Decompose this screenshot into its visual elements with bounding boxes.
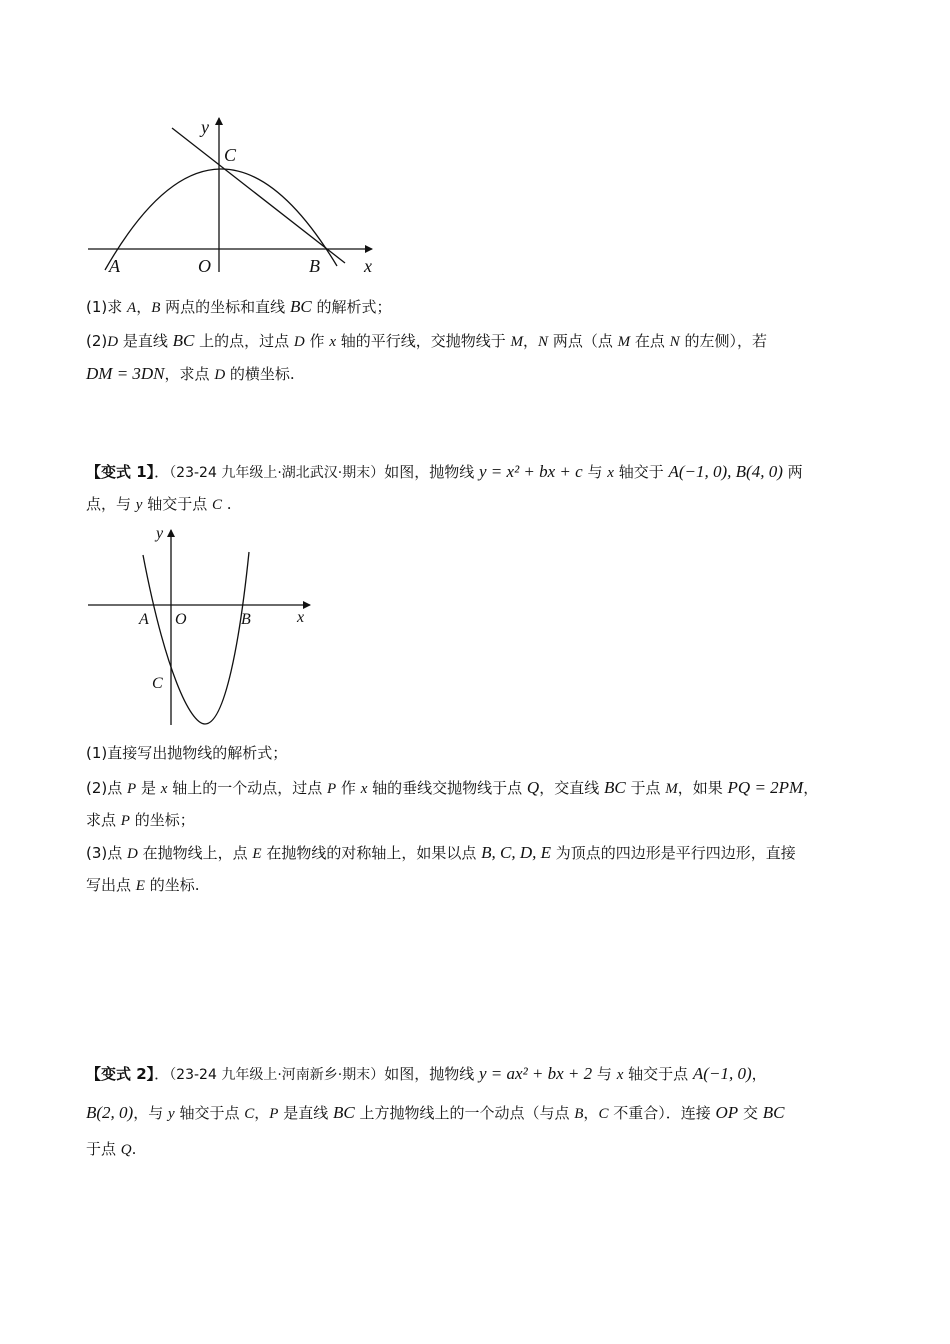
variant-1-text-3: 轴交于 xyxy=(613,463,669,481)
v1-q3-text-4: 为顶点的四边形是平行四边形，直接 xyxy=(551,844,796,862)
q2-x: x xyxy=(329,334,336,350)
v1-q3-e-2: E xyxy=(135,878,145,894)
v1-q2-text-3: 轴上的一个动点，过点 xyxy=(167,779,327,797)
v1-q3-text-6: 的坐标. xyxy=(144,876,200,894)
q2-point-d: D xyxy=(107,334,119,350)
figure-2-label-x: x xyxy=(297,609,305,626)
variant-1-text-6: 轴交于点 xyxy=(142,495,212,513)
variant-2-intro xyxy=(86,1057,866,1166)
variant-2-text-14: . xyxy=(131,1140,137,1158)
v1-q2-text-6: ，交直线 xyxy=(539,779,604,797)
v1-q3-d: D xyxy=(127,846,138,862)
variant-2-x: x xyxy=(616,1067,624,1083)
figure-1-label-a: A xyxy=(109,256,120,276)
variant-1-text-2: 与 xyxy=(582,463,608,481)
variant-2-q: Q xyxy=(120,1142,132,1158)
q1-text-pre: 求 xyxy=(107,298,128,316)
variant-2-text-9: 上方抛物线上的一个动点（与点 xyxy=(354,1104,575,1122)
v1-q1-text: 直接写出抛物线的解析式； xyxy=(107,744,288,762)
variant-2-text-1: 如图，抛物线 xyxy=(384,1065,479,1083)
q2-equation: DM = 3DN xyxy=(86,364,165,383)
v1-q2-number: (2) xyxy=(86,779,108,797)
v1-q2-text-2: 是 xyxy=(136,779,161,797)
figure-2-parabola xyxy=(143,552,249,724)
variant-1-text-5: 点，与 xyxy=(86,495,136,513)
variant-2-text-4: ， xyxy=(751,1065,767,1083)
q2-point-d-2: D xyxy=(293,334,305,350)
v1-q3-text-3: 在抛物线的对称轴上，如果以点 xyxy=(261,844,482,862)
figure-1-label-b: B xyxy=(309,256,320,276)
v1-q3-text-2: 在抛物线上，点 xyxy=(137,844,253,862)
q2-text-2: 上的点，过点 xyxy=(194,332,294,350)
v1-q2-text-8: ，如果 xyxy=(677,779,728,797)
v1-q2-bc: BC xyxy=(603,778,626,797)
variant-2-y: y xyxy=(168,1106,175,1122)
variant-2-text-13: 于点 xyxy=(86,1140,121,1158)
variant-1-x: x xyxy=(607,465,614,481)
v1-q3-number: (3) xyxy=(86,844,108,862)
variant-1-question-1 xyxy=(86,737,866,770)
v1-q2-text-9: ， xyxy=(803,779,819,797)
variant-1-source: （23-24 九年级上·湖北武汉·期末） xyxy=(169,465,385,481)
variant-2-text-2: 与 xyxy=(592,1065,617,1083)
v1-q2-line-1 xyxy=(86,771,866,804)
q2-point-m: M xyxy=(510,334,524,350)
q2-point-n: N xyxy=(538,334,549,350)
q2-text-9: ，求点 xyxy=(164,365,215,383)
variant-2-bc-2: BC xyxy=(762,1103,785,1122)
variant-2-text-11: 不重合）．连接 xyxy=(608,1104,716,1122)
variant-1-text-1: 如图，抛物线 xyxy=(384,463,479,481)
variant-1-text-4: 两 xyxy=(782,463,803,481)
variant-2-equation: y = ax² + bx + 2 xyxy=(479,1064,593,1083)
variant-2-c: C xyxy=(244,1106,255,1122)
variant-2-bc: BC xyxy=(332,1103,355,1122)
q2-number: (2) xyxy=(86,332,108,350)
v1-q3-text-5: 写出点 xyxy=(86,876,136,894)
q1-point-a: A xyxy=(127,300,137,316)
figure-2-label-y: y xyxy=(156,525,164,542)
figure-2-label-b: B xyxy=(241,611,251,628)
q1-text-end: 的解析式； xyxy=(311,298,392,316)
q2-point-d-3: D xyxy=(214,367,226,383)
v1-q2-q: Q xyxy=(526,778,540,797)
v1-q3-points: B, C, D, E xyxy=(481,843,552,862)
variant-2-text-7: ， xyxy=(254,1104,270,1122)
v1-q1-number: (1) xyxy=(86,744,108,762)
variant-2-text-5: ，与 xyxy=(133,1104,168,1122)
q2-text-6: 两点（点 xyxy=(548,332,618,350)
q2-text-1: 是直线 xyxy=(118,332,173,350)
variant-1-c: C xyxy=(212,497,223,513)
variant-1-tag: 【变式 1】 xyxy=(86,463,155,481)
q2-line-bc: BC xyxy=(172,331,195,350)
variant-2-op: OP xyxy=(715,1103,739,1122)
variant-1-question-2 xyxy=(86,771,866,837)
figure-2-label-c: C xyxy=(152,675,163,692)
v1-q2-p: P xyxy=(127,781,137,797)
v1-q2-line-2 xyxy=(86,804,866,837)
v1-q2-text-7: 于点 xyxy=(625,779,666,797)
q1-number: (1) xyxy=(86,298,108,316)
figure-1-label-o: O xyxy=(198,256,211,276)
variant-2-text-3: 轴交于点 xyxy=(623,1065,693,1083)
v1-q3-line-1 xyxy=(86,836,866,869)
q1-point-b: B xyxy=(151,300,161,316)
variant-2-source: （23-24 九年级上·河南新乡·期末） xyxy=(169,1067,385,1083)
variant-2-b: B xyxy=(574,1106,584,1122)
q2-text-4: 轴的平行线，交抛物线于 xyxy=(335,332,511,350)
variant-2-line-2 xyxy=(86,1096,866,1129)
figure-1-label-x: x xyxy=(364,256,372,276)
v1-q2-p-3: P xyxy=(120,813,130,829)
variant-2-p: P xyxy=(269,1106,279,1122)
q2-text-10: 的横坐标. xyxy=(225,365,295,383)
variant-2-line-1 xyxy=(86,1057,866,1090)
figure-2-label-a: A xyxy=(139,611,149,628)
variant-1-dot: ． xyxy=(154,463,170,481)
q2-text-8: 的左侧），若 xyxy=(679,332,767,350)
v1-q2-p-2: P xyxy=(326,781,337,797)
q1-line-bc: BC xyxy=(289,297,312,316)
q2-text-5: ， xyxy=(523,332,539,350)
figure-1-label-y: y xyxy=(201,117,209,137)
figure-1-label-c: C xyxy=(224,145,237,165)
variant-2-text-10: ， xyxy=(583,1104,599,1122)
q2-text-3: 作 xyxy=(304,332,330,350)
q2-point-n-2: N xyxy=(669,334,680,350)
variant-2-point-b: B(2, 0) xyxy=(86,1103,134,1122)
variant-2-text-8: 是直线 xyxy=(278,1104,333,1122)
v1-q2-text-4: 作 xyxy=(336,779,361,797)
v1-q3-line-2 xyxy=(86,869,866,902)
v1-q2-text-5: 轴的垂线交抛物线于点 xyxy=(367,779,527,797)
v1-q2-x-2: x xyxy=(360,781,368,797)
variant-1-points: A(−1, 0), B(4, 0) xyxy=(668,462,783,481)
variant-2-c-2: C xyxy=(598,1106,609,1122)
variant-2-text-12: 交 xyxy=(738,1104,763,1122)
variant-2-tag: 【变式 2】 xyxy=(86,1065,155,1083)
v1-q3-text-1: 点 xyxy=(107,844,128,862)
q2-text-7: 在点 xyxy=(630,332,670,350)
q2-point-m-2: M xyxy=(617,334,631,350)
variant-2-dot: ． xyxy=(154,1065,170,1083)
figure-2-label-o: O xyxy=(175,611,187,628)
q1-text-post: 两点的坐标和直线 xyxy=(160,298,290,316)
v1-q2-m: M xyxy=(665,781,678,797)
v1-q2-text-1: 点 xyxy=(107,779,128,797)
v1-q2-x: x xyxy=(160,781,168,797)
v1-q2-text-10: 求点 xyxy=(86,811,121,829)
q1-text-mid: ， xyxy=(136,298,152,316)
variant-1-text-7: . xyxy=(222,495,232,513)
v1-q3-e: E xyxy=(252,846,262,862)
v1-q2-equation: PQ = 2PM xyxy=(727,778,804,797)
variant-2-text-6: 轴交于点 xyxy=(174,1104,245,1122)
variant-1-question-3 xyxy=(86,836,866,902)
variant-2-point-a: A(−1, 0) xyxy=(692,1064,752,1083)
v1-q2-text-11: 的坐标； xyxy=(129,811,195,829)
variant-1-y: y xyxy=(135,497,143,513)
variant-2-line-3 xyxy=(86,1133,866,1166)
variant-1-equation: y = x² + bx + c xyxy=(479,462,583,481)
